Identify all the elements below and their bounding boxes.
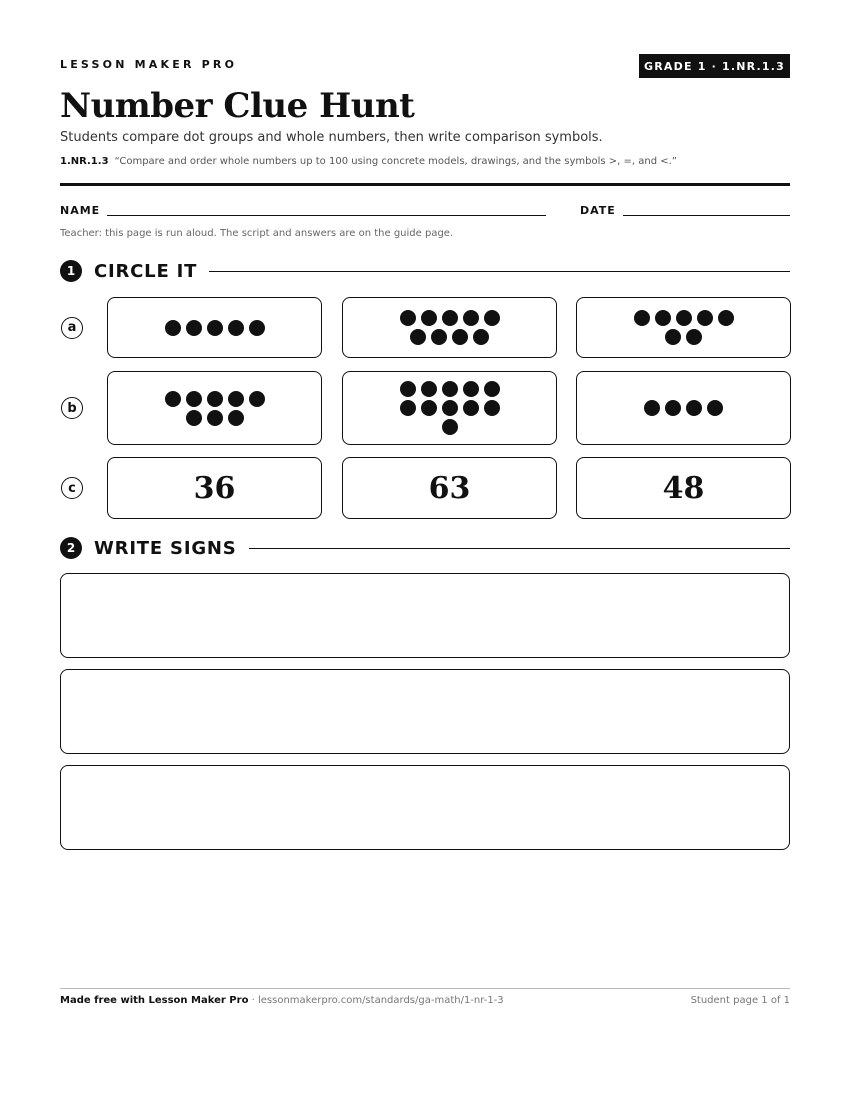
write-signs-box-1[interactable] — [60, 573, 790, 658]
write-signs-box-3[interactable] — [60, 765, 790, 850]
write-signs-box-2[interactable] — [60, 669, 790, 754]
dot-row — [400, 381, 500, 397]
dot-row — [665, 329, 702, 345]
dot — [655, 310, 671, 326]
choice-card-c-2[interactable] — [342, 457, 557, 519]
dot — [463, 400, 479, 416]
dot — [686, 400, 702, 416]
date-label: DATE — [580, 204, 616, 217]
dot — [697, 310, 713, 326]
dot — [186, 391, 202, 407]
row-label-c: c — [61, 477, 83, 499]
choice-number: 36 — [193, 470, 236, 506]
dot-row — [442, 419, 458, 435]
dot — [442, 310, 458, 326]
dot — [165, 320, 181, 336]
choice-card-a-3[interactable] — [576, 297, 791, 358]
row-label-b: b — [61, 397, 83, 419]
dot — [400, 400, 416, 416]
footer-credit — [60, 995, 504, 1006]
dot — [442, 381, 458, 397]
footer-page-number: Student page 1 of 1 — [690, 995, 790, 1006]
dot — [228, 320, 244, 336]
section-1-rule — [209, 271, 790, 272]
dot-row — [165, 391, 265, 407]
dot — [186, 320, 202, 336]
section-1-title: CIRCLE IT — [94, 260, 198, 282]
dot — [207, 410, 223, 426]
page-title: Number Clue Hunt — [60, 86, 415, 126]
dot — [249, 391, 265, 407]
choice-card-a-1[interactable] — [107, 297, 322, 358]
dot — [473, 329, 489, 345]
dot — [644, 400, 660, 416]
row-label-a: a — [61, 317, 83, 339]
footer-made-with: Made free with Lesson Maker Pro — [60, 995, 249, 1006]
standard-line — [60, 156, 677, 167]
dot-row — [410, 329, 489, 345]
dot — [442, 400, 458, 416]
choice-card-b-2[interactable] — [342, 371, 557, 445]
dot — [249, 320, 265, 336]
dot — [228, 410, 244, 426]
page-subtitle: Students compare dot groups and whole numbers, then write comparison symbols. — [60, 130, 603, 145]
choice-card-b-1[interactable] — [107, 371, 322, 445]
dot-row — [634, 310, 734, 326]
dot — [665, 400, 681, 416]
dot — [463, 310, 479, 326]
dot — [665, 329, 681, 345]
footer-url: · lessonmakerpro.com/standards/ga-math/1-nr-1-3 — [248, 995, 504, 1006]
dot — [484, 310, 500, 326]
dot — [400, 381, 416, 397]
dot — [634, 310, 650, 326]
grade-badge: GRADE 1 · 1.NR.1.3 — [639, 54, 790, 78]
dot — [186, 410, 202, 426]
dot-row — [400, 400, 500, 416]
dot — [228, 391, 244, 407]
standard-text: “Compare and order whole numbers up to 100 using concrete models, drawings, and the symbols >, =, and <.” — [114, 156, 677, 167]
footer-divider — [60, 988, 790, 989]
choice-card-c-3[interactable] — [576, 457, 791, 519]
dot-row — [165, 320, 265, 336]
section-2-number: 2 — [60, 537, 82, 559]
brand-name: LESSON MAKER PRO — [60, 58, 238, 71]
name-label: NAME — [60, 204, 101, 217]
dot-row — [400, 310, 500, 326]
dot — [431, 329, 447, 345]
standard-code: 1.NR.1.3 — [60, 156, 109, 167]
dot — [452, 329, 468, 345]
dot — [707, 400, 723, 416]
dot — [484, 381, 500, 397]
name-line[interactable] — [107, 215, 546, 216]
choice-card-b-3[interactable] — [576, 371, 791, 445]
section-2-rule — [249, 548, 790, 549]
dot — [442, 419, 458, 435]
dot — [400, 310, 416, 326]
dot-row — [186, 410, 244, 426]
section-2-title: WRITE SIGNS — [94, 537, 237, 559]
choice-number: 48 — [662, 470, 705, 506]
choice-card-a-2[interactable] — [342, 297, 557, 358]
dot — [718, 310, 734, 326]
teacher-note: Teacher: this page is run aloud. The script and answers are on the guide page. — [60, 228, 454, 239]
dot — [207, 391, 223, 407]
dot — [421, 381, 437, 397]
header-divider — [60, 183, 790, 186]
section-2-header — [60, 537, 790, 559]
dot — [421, 400, 437, 416]
date-line[interactable] — [623, 215, 790, 216]
choice-card-c-1[interactable] — [107, 457, 322, 519]
dot — [207, 320, 223, 336]
dot — [676, 310, 692, 326]
section-1-header — [60, 260, 790, 282]
dot — [165, 391, 181, 407]
choice-number: 63 — [428, 470, 471, 506]
dot — [410, 329, 426, 345]
dot — [484, 400, 500, 416]
dot — [686, 329, 702, 345]
dot-row — [644, 400, 723, 416]
dot — [421, 310, 437, 326]
section-1-number: 1 — [60, 260, 82, 282]
dot — [463, 381, 479, 397]
